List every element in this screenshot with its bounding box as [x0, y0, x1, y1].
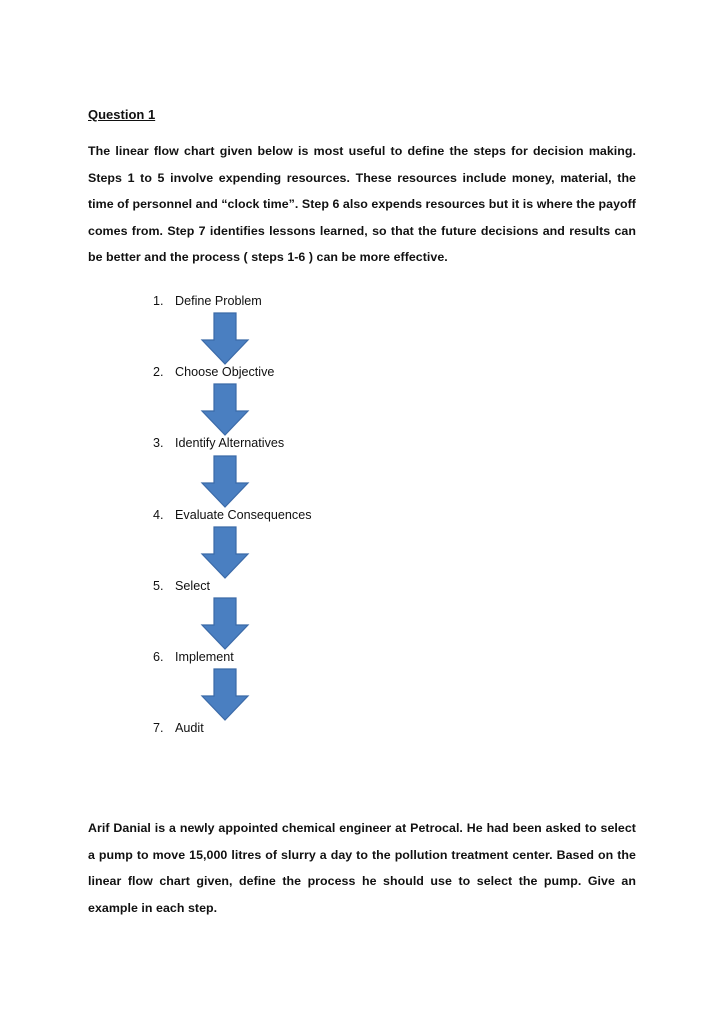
- step-label: Implement: [175, 650, 234, 664]
- down-arrow-icon: [200, 312, 250, 365]
- flow-step-2: [153, 365, 274, 379]
- down-arrow-icon: [200, 597, 250, 650]
- down-arrow-icon: [200, 668, 250, 721]
- step-number: 3.: [153, 436, 164, 450]
- flow-step-3: [153, 436, 284, 450]
- flow-step-7: [153, 721, 204, 735]
- step-label: Select: [175, 579, 211, 593]
- step-number: 6.: [153, 650, 164, 664]
- down-arrow-icon: [200, 383, 250, 436]
- step-label: Audit: [175, 721, 204, 735]
- flow-step-1: [153, 294, 262, 308]
- step-label: Identify Alternatives: [175, 436, 285, 450]
- intro-paragraph: The linear flow chart given below is most useful to define the steps for decision making. Steps 1 to 5 involve expending resources. These resources include money, material, the time of personnel and “clock time”. Step 6 also expends resources but it is where the payoff comes from. Step 7 identifies lessons learned, so that the future decisions and results can be better and the process ( steps 1-6 ) can be more effective.: [88, 144, 636, 264]
- question-heading: Question 1: [88, 107, 156, 122]
- question-paragraph: Arif Danial is a newly appointed chemical engineer at Petrocal. He had been asked to select a pump to move 15,000 litres of slurry a day to the pollution treatment center. Based on the linear flow chart given, define the process he should use to select the pump. Give an example in each step.: [88, 821, 636, 915]
- step-number: 2.: [153, 365, 164, 379]
- step-number: 4.: [153, 508, 164, 522]
- flow-step-4: [153, 508, 312, 522]
- step-number: 1.: [153, 294, 164, 308]
- step-number: 7.: [153, 721, 164, 735]
- step-number: 5.: [153, 579, 164, 593]
- step-label: Define Problem: [175, 294, 262, 308]
- flow-step-5: [153, 579, 210, 593]
- flow-step-6: [153, 650, 234, 664]
- step-label: Evaluate Consequences: [175, 508, 312, 522]
- down-arrow-icon: [200, 455, 250, 508]
- step-label: Choose Objective: [175, 365, 275, 379]
- down-arrow-icon: [200, 526, 250, 579]
